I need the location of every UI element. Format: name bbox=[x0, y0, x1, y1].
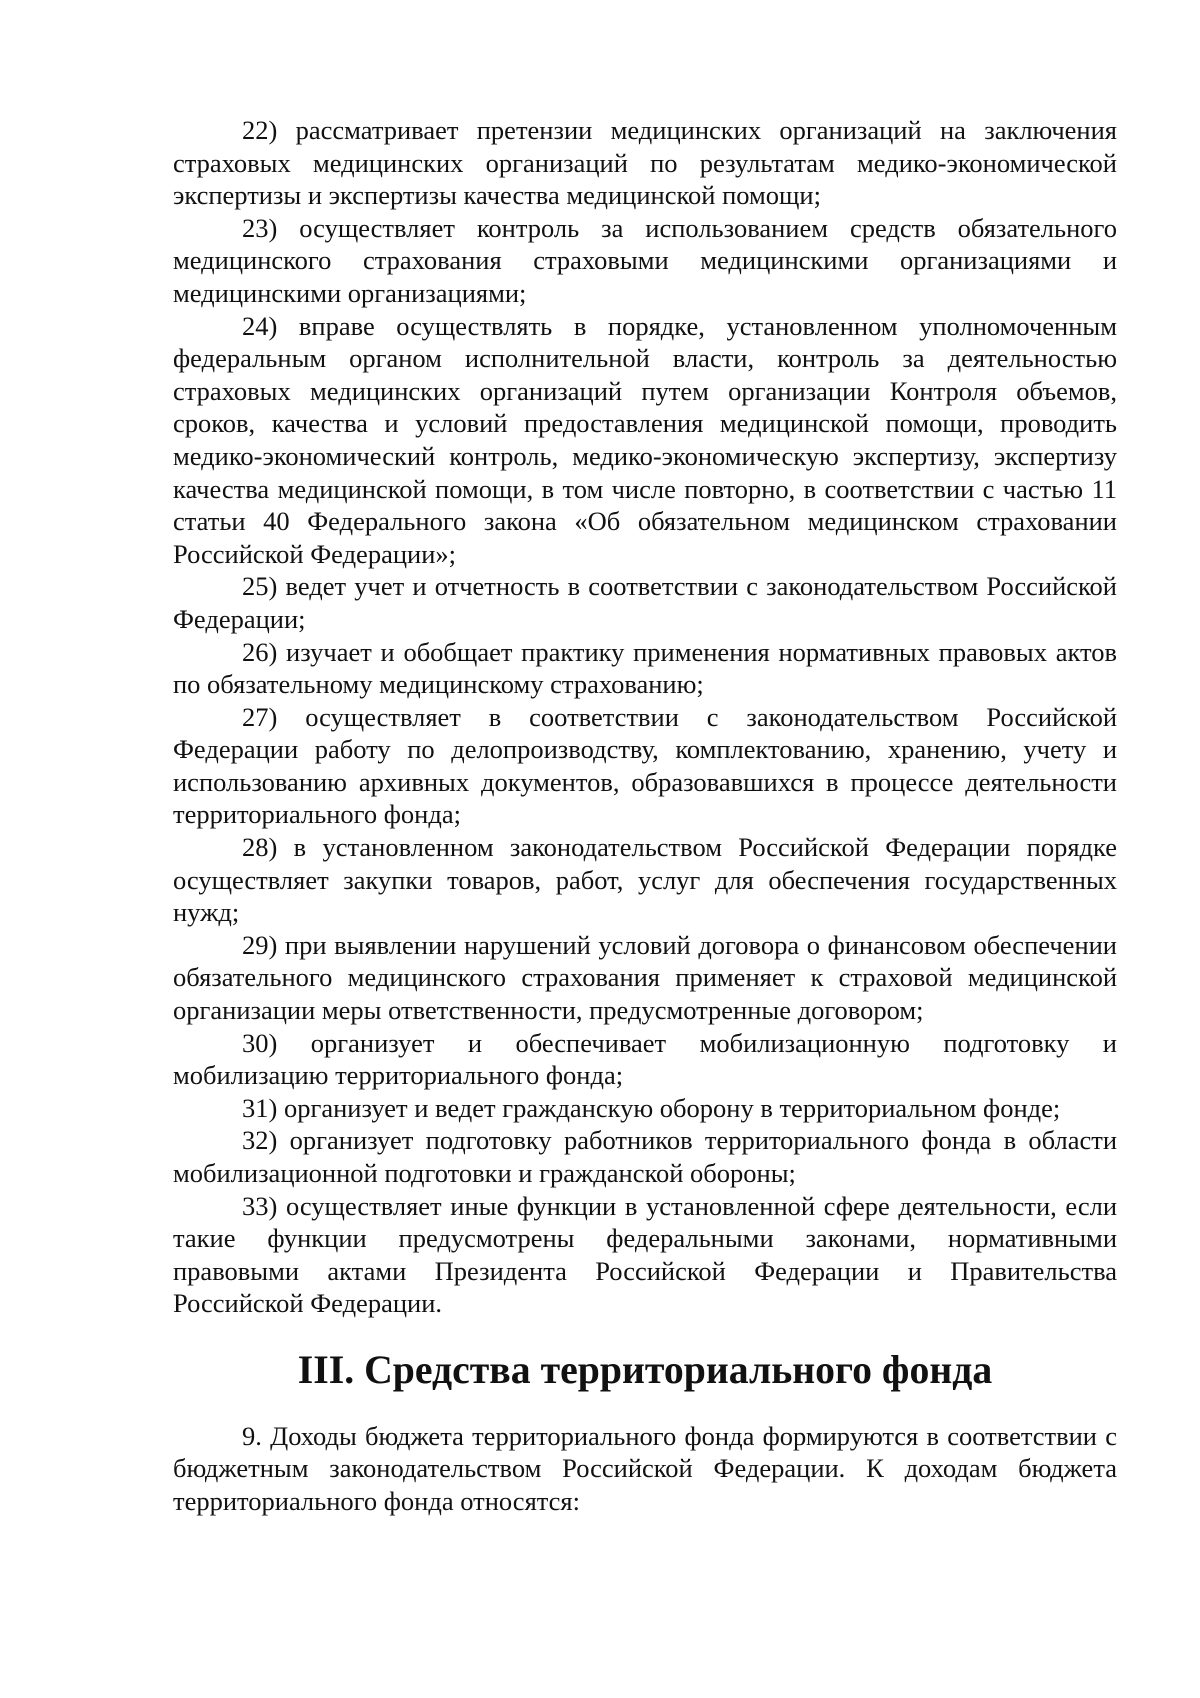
item-29: 29) при выявлении нарушений условий договора о финансовом обеспечении обязательного медицинского страхования применяет к страховой медицинской организации меры ответственности, предусмотренные договором; bbox=[173, 929, 1117, 1026]
item-30: 30) организует и обеспечивает мобилизационную подготовку и мобилизацию территориального фонда; bbox=[173, 1027, 1117, 1091]
paragraph-9: 9. Доходы бюджета территориального фонда формируются в соответствии с бюджетным законодательством Российской Федерации. К доходам бюджета территориального фонда относятся: bbox=[173, 1420, 1117, 1516]
item-33: 33) осуществляет иные функции в установленной сфере деятельности, если такие функции предусмотрены федеральными законами, нормативными правовыми актами Президента Российской Федерации и Правительства Российской Федерации. bbox=[173, 1190, 1117, 1319]
item-31: 31) организует и ведет гражданскую оборону в территориальном фонде; bbox=[242, 1092, 1061, 1123]
item-28: 28) в установленном законодательством Российской Федерации порядке осуществляет закупки товаров, работ, услуг для обеспечения государственных нужд; bbox=[173, 832, 1117, 928]
item-32: 32) организует подготовку работников территориального фонда в области мобилизационной подготовки и гражданской обороны; bbox=[173, 1125, 1117, 1188]
section-heading: III. Средства территориального фонда bbox=[297, 1347, 993, 1392]
item-26: 26) изучает и обобщает практику применения нормативных правовых актов по обязательному медицинскому страхованию; bbox=[173, 636, 1117, 700]
document-page bbox=[173, 114, 1117, 1517]
item-22: 22) рассматривает претензии медицинских организаций на заключения страховых медицинских организаций по результатам медико-экономической экспертизы и экспертизы качества медицинской помощи; bbox=[173, 115, 1117, 211]
item-23: 23) осуществляет контроль за использованием средств обязательного медицинского страхования страховыми медицинскими организациями и медицинскими организациями; bbox=[173, 212, 1117, 308]
item-24: 24) вправе осуществлять в порядке, установленном уполномоченным федеральным органом исполнительной власти, контроль за деятельностью страховых медицинских организаций путем организации Контроля объемов, сроков, качества и условий предоставления медицинской помощи, проводить медико-экономический контроль, медико-экономическую экспертизу, экспертизу качества медицинской помощи, в том числе повторно, в соответствии с частью 11 статьи 40 Федерального закона «Об обязательном медицинском страховании Российской Федерации»; bbox=[173, 310, 1117, 569]
item-27: 27) осуществляет в соответствии с законодательством Российской Федерации работу по делопроизводству, комплектованию, хранению, учету и использованию архивных документов, образовавшихся в процессе деятельности территориального фонда; bbox=[173, 701, 1117, 830]
item-25: 25) ведет учет и отчетность в соответствии с законодательством Российской Федерации; bbox=[173, 571, 1117, 634]
